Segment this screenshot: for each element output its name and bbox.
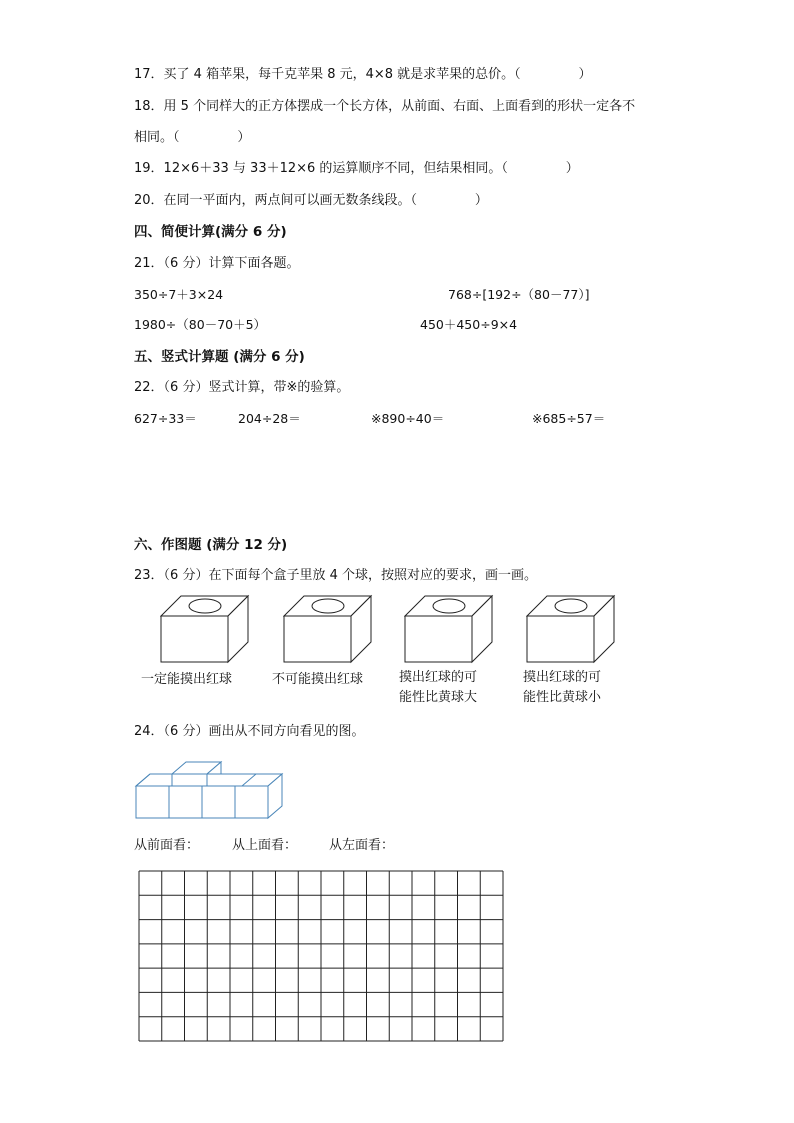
- box-3: [404, 594, 494, 664]
- drawing-grid[interactable]: [138, 870, 505, 1042]
- cube-arrangement-figure: [134, 760, 286, 826]
- expression-21-1: 350÷7＋3×24: [134, 287, 224, 302]
- section-4-heading: 四、简便计算(满分 6 分): [134, 224, 287, 240]
- division-4: ※685÷57＝: [532, 411, 606, 426]
- division-3: ※890÷40＝: [371, 411, 445, 426]
- box-4-caption: 摸出红球的可 能性比黄球小: [523, 670, 602, 705]
- division-1: 627÷33＝: [134, 411, 197, 426]
- section-6-heading: 六、作图题 (满分 12 分): [134, 537, 288, 553]
- box-1-drawing: [160, 594, 250, 664]
- question-22: 22．（6 分）竖式计算，带※的验算。: [134, 380, 350, 395]
- question-18-line1: 18．用 5 个同样大的正方体摆成一个长方体，从前面、右面、上面看到的形状一定各不: [134, 99, 636, 114]
- box-1: [160, 594, 250, 664]
- expression-21-2: 768÷[192÷（80－77）]: [448, 287, 590, 302]
- question-20: 20．在同一平面内，两点间可以画无数条线段。（ ）: [134, 193, 488, 208]
- view-label-left: 从左面看：: [329, 838, 395, 853]
- box-2: [283, 594, 373, 664]
- question-17: 17．买了 4 箱苹果，每千克苹果 8 元，4×8 就是求苹果的总价。（ ）: [134, 67, 592, 82]
- box-2-caption: 不可能摸出红球: [272, 672, 364, 687]
- box-4: [526, 594, 616, 664]
- expression-21-4: 450＋450÷9×4: [420, 317, 518, 332]
- box-3-drawing: [404, 594, 494, 664]
- question-23: 23．（6 分）在下面每个盒子里放 4 个球，按照对应的要求，画一画。: [134, 568, 537, 583]
- box-4-drawing: [526, 594, 616, 664]
- section-5-heading: 五、竖式计算题 (满分 6 分): [134, 349, 305, 365]
- box-1-caption: 一定能摸出红球: [141, 672, 233, 687]
- question-24: 24．（6 分）画出从不同方向看见的图。: [134, 724, 365, 739]
- question-21: 21．（6 分）计算下面各题。: [134, 256, 300, 271]
- question-19: 19．12×6＋33 与 33＋12×6 的运算顺序不同，但结果相同。（ ）: [134, 161, 579, 176]
- box-3-caption: 摸出红球的可 能性比黄球大: [399, 670, 478, 705]
- box-2-drawing: [283, 594, 373, 664]
- view-label-top: 从上面看：: [232, 838, 298, 853]
- question-18-line2: 相同。（ ）: [134, 130, 251, 145]
- division-2: 204÷28＝: [238, 411, 301, 426]
- expression-21-3: 1980÷（80－70＋5）: [134, 317, 267, 332]
- cube-arrangement-drawing: [134, 760, 286, 822]
- view-label-front: 从前面看：: [134, 838, 200, 853]
